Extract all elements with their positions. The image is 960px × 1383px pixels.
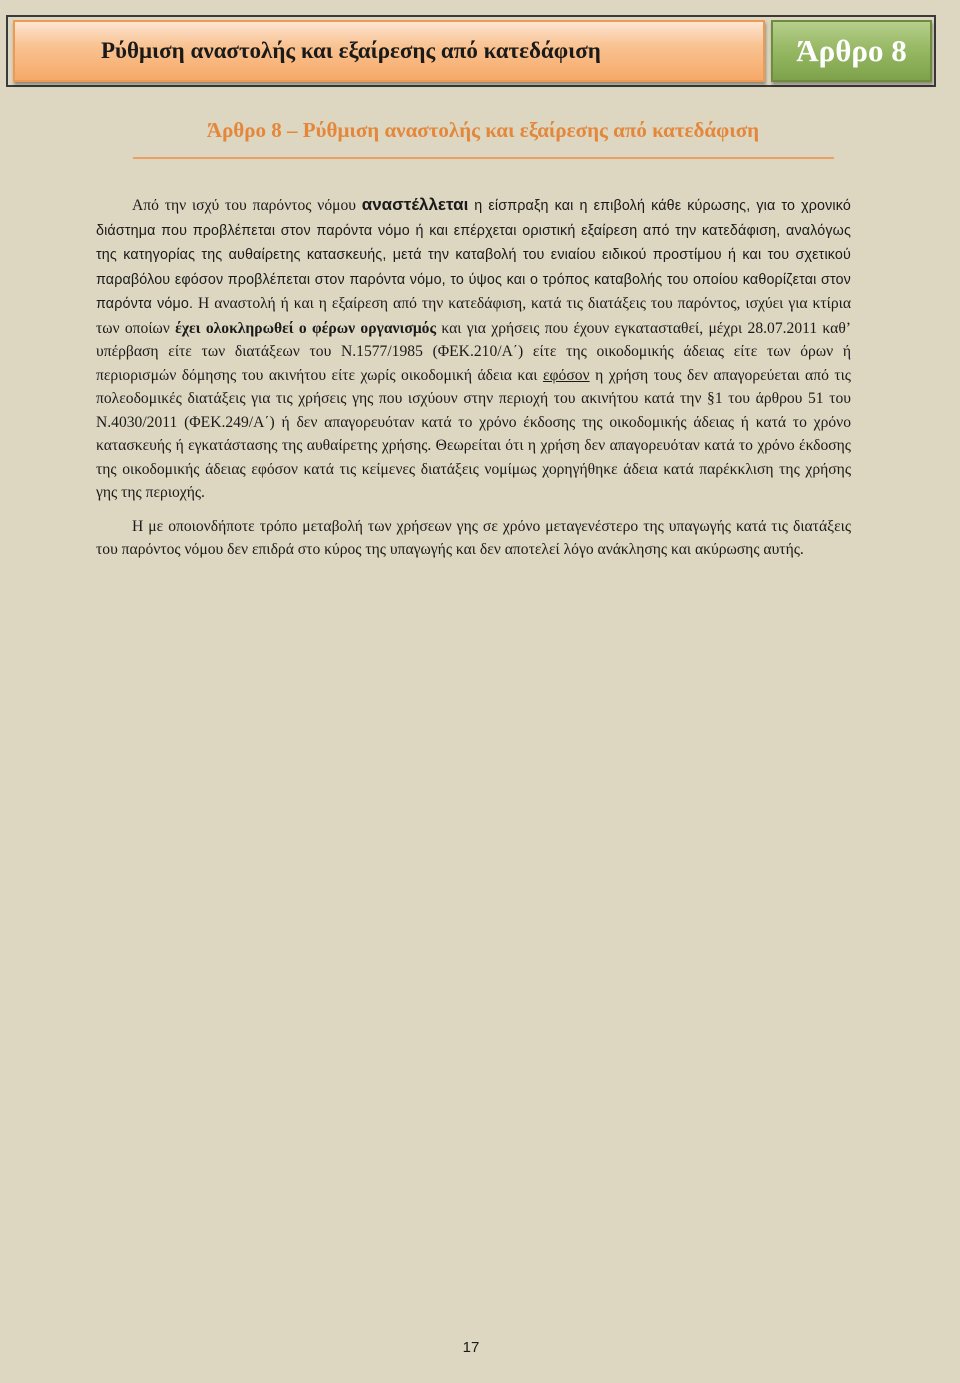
paragraph-2: Η με οποιονδήποτε τρόπο μεταβολή των χρήσεων γης σε χρόνο μεταγενέστερο της υπαγωγής κατά τις διατάξεις του παρόντος νόμου δεν επιδρά στο κύρος της υπαγωγής και δεν αποτελεί λόγο ανάκλησης και ακύρωσης αυτής. [96,517,851,558]
paragraph-1-text-continued: και για χρήσεις που έχουν εγκατασταθεί, μέχρι 28.07.2011 καθ’ υπέρβαση είτε των διατάξεων του Ν.1577/1985 (ΦΕΚ.210/Α΄) είτε της οικοδομικής άδειας είτε των όρων ή περιορισμών δόμησης του ακινήτου είτε χωρίς οικοδομική άδεια και [96,319,851,384]
paragraph-1-text: Η αναστολή ή και η εξαίρεση από την κατεδάφιση, κατά τις διατάξεις του παρόντος, ισχύει για κτίρια των οποίων [96,295,851,337]
article-badge [771,20,932,82]
emphasized-term: αναστέλλεται [361,195,469,214]
paragraph-1-intro: Από την ισχύ του παρόντος νόμου [132,197,362,214]
heading-divider [133,157,834,159]
paragraph-1 [96,193,851,505]
article-badge-label: Άρθρο 8 [796,33,907,68]
underlined-word: εφόσον [542,366,590,384]
article-body [96,193,851,562]
page-number: 17 [462,1339,480,1356]
paragraph-1-text-end: η χρήση τους δεν απαγορεύεται από τις πολεοδομικές διατάξεις για τις χρήσεις γης που ισχύουν στην περιοχή του ακινήτου κατά την §1 του άρθρου 51 του Ν.4030/2011 (ΦΕΚ.249/Α΄) ή δεν απαγορευόταν κατά το χρόνο έκδοσης της οικοδομικής άδειας ή κατά το χρόνο κατασκευής ή εγκατάστασης της αυθαίρετης χρήσης. Θεωρείται ότι η χρήση δεν απαγορευόταν κατά το χρόνο έκδοσης της οικοδομικής άδειας εφόσον κατά τις κείμενες διατάξεις νομίμως χορηγήθηκε άδεια κατά παρέκκλιση της χρήσης γης της περιοχής. [96,366,851,501]
header-title-box [13,20,765,82]
article-heading: Άρθρο 8 – Ρύθμιση αναστολής και εξαίρεσης από κατεδάφιση [206,118,760,142]
header-title: Ρύθμιση αναστολής και εξαίρεσης από κατεδάφιση [101,38,601,63]
header-banner [6,15,936,87]
bold-phrase: έχει ολοκληρωθεί ο φέρων οργανισμός [175,319,437,337]
paragraph-1-sans-text: η είσπραξη και η επιβολή κάθε κύρωσης, για το χρονικό διάστημα που προβλέπεται στον παρόντα νόμο ή και επέρχεται οριστική εξαίρεση από την κατεδάφιση, αναλόγως της κατηγορίας της αυθαίρετης κατασκευής, μετά την καταβολή του ενιαίου ειδικού προστίμου ή και του σχετικού παραβόλου εφόσον προβλέπεται στον παρόντα νόμο, το ύψος και ο τρόπος καταβολής του οποίου καθορίζεται στον παρόντα νόμο. [96,198,851,312]
